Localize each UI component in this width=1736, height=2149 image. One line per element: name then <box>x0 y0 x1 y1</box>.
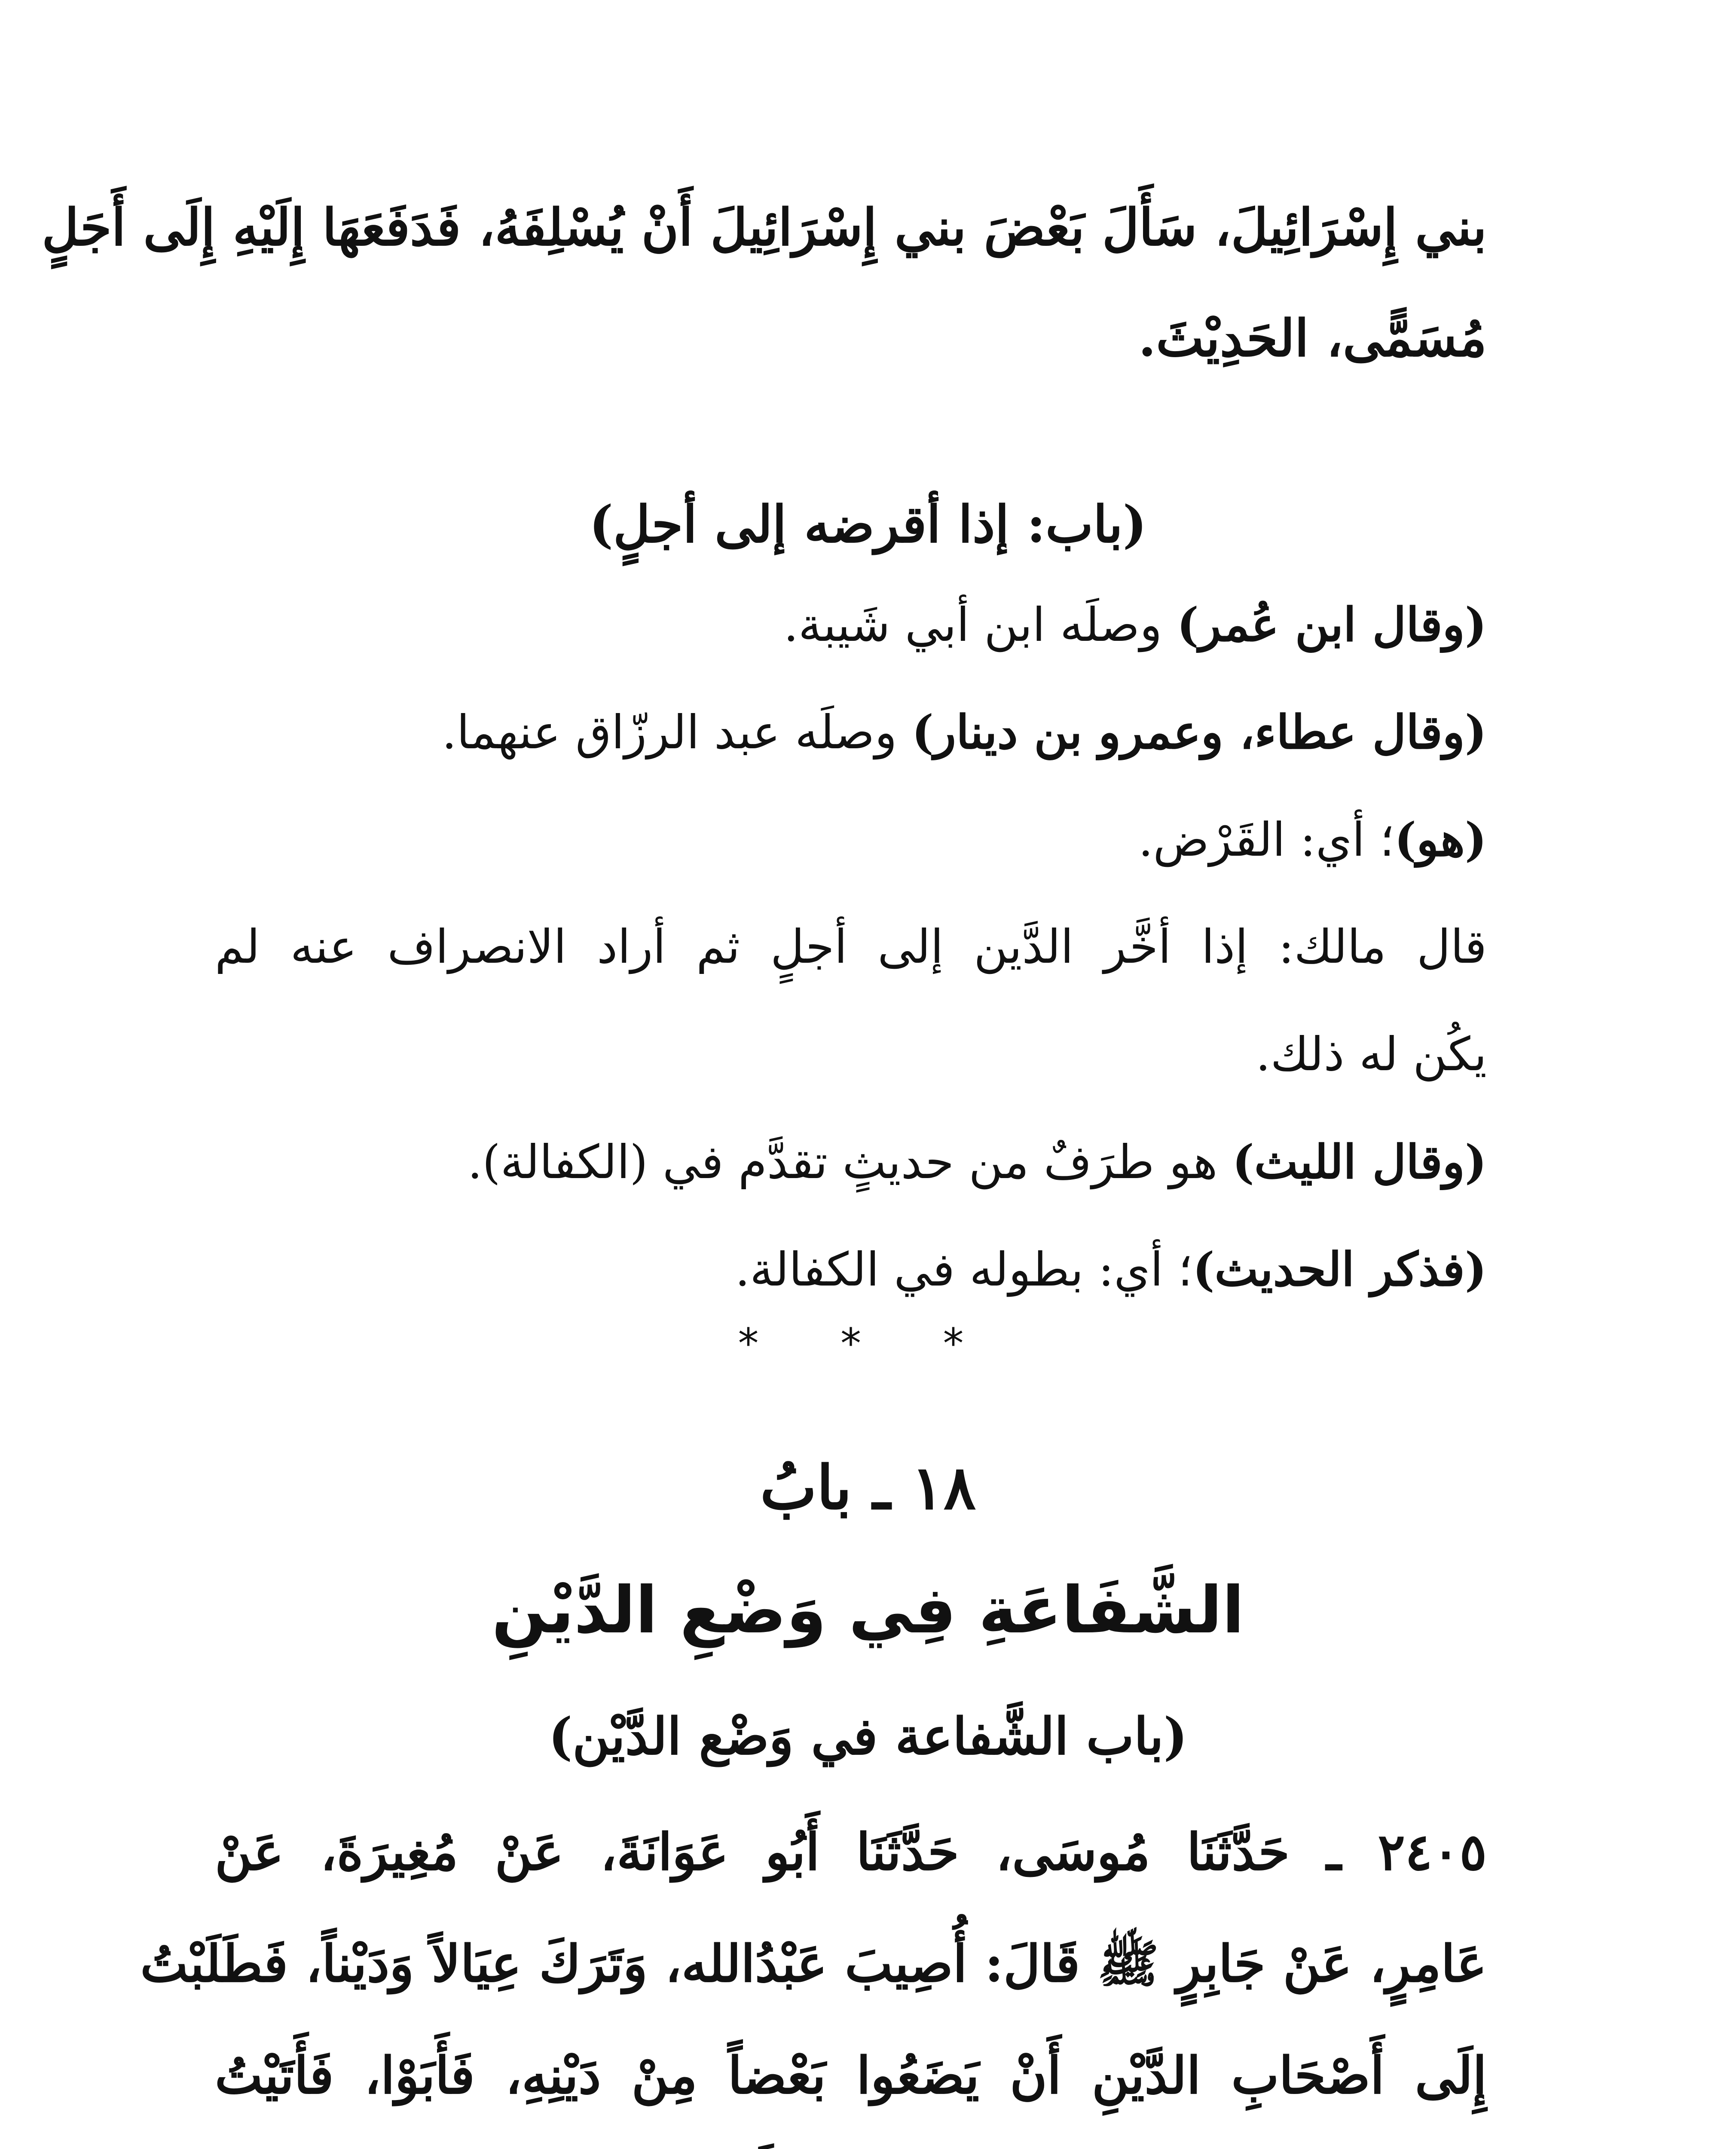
commentary-line <box>215 1135 1487 1246</box>
commentary-text: هو طرَفٌ من حديثٍ تقدَّم في (الكفالة). <box>468 1136 1232 1189</box>
commentary-heading: (باب: إذا أقرضه إلى أجلٍ) <box>589 494 1147 554</box>
hadith-line: عَامِرٍ، عَنْ جَابِرٍ ﷺ قَالَ: أُصِيبَ عَبْدُالله، وَتَرَكَ عِيَالاً وَدَيْناً، فَطَلَبْتُ <box>140 1934 1487 1993</box>
top-hadith <box>42 197 1487 368</box>
commentary-line: قال مالك: إذا أخَّر الدَّين إلى أجلٍ ثم أراد الانصراف عنه لم <box>215 920 1487 974</box>
commentary-line: يكُن له ذلك. <box>1256 1028 1487 1081</box>
quoted-phrase: (فذكر الحديث) <box>1192 1243 1487 1297</box>
commentary-line <box>215 813 1487 924</box>
commentary-line <box>215 705 1487 817</box>
commentary-text: وصلَه ابن أبي شَيبة. <box>783 598 1177 652</box>
quoted-phrase: (وقال عطاء، وعمرو بن دينار) <box>911 705 1487 759</box>
quoted-phrase: (وقال الليث) <box>1232 1135 1487 1189</box>
hadith-2405 <box>140 1822 1487 2149</box>
commentary-text: ؛ أي: بطوله في الكفالة. <box>735 1243 1193 1297</box>
hadith-line: ٢٤٠٥ ـ حَدَّثَنَا مُوسَى، حَدَّثَنَا أَبُو عَوَانَةَ، عَنْ مُغِيرَةَ، عَنْ <box>215 1822 1487 1882</box>
hadith-line: مُسَمًّى، الحَدِيْثَ. <box>1138 308 1487 368</box>
commentary-text: وصلَه عبد الرزّاق عنهما. <box>442 706 912 759</box>
hadith-line: بني إِسْرَائِيلَ، سَأَلَ بَعْضَ بني إِسْرَائِيلَ أَنْ يُسْلِفَهُ، فَدَفَعَهَا إِلَيْهِ إِلَى أَجَلٍ <box>42 197 1487 257</box>
commentary-block <box>215 598 1487 1354</box>
quoted-phrase: (وقال ابن عُمر) <box>1177 598 1487 652</box>
commentary-line <box>215 598 1487 709</box>
chapter-commentary-heading: (باب الشَّفاعة في وَضْع الدَّيْن) <box>548 1706 1188 1766</box>
commentary-text: ؛ أي: القَرْض. <box>1138 813 1395 867</box>
section-separator: * * * <box>738 1319 998 1368</box>
chapter-number: ١٨ ـ بابُ <box>760 1453 976 1523</box>
chapter-title: الشَّفَاعَةِ فِي وَضْعِ الدَّيْنِ <box>492 1573 1244 1648</box>
quoted-phrase: (هو) <box>1394 813 1487 867</box>
hadith-line: إِلَى أَصْحَابِ الدَّيْنِ أَنْ يَضَعُوا بَعْضاً مِنْ دَيْنِهِ، فَأَبَوْا، فَأَتَيْتُ <box>215 2045 1487 2105</box>
